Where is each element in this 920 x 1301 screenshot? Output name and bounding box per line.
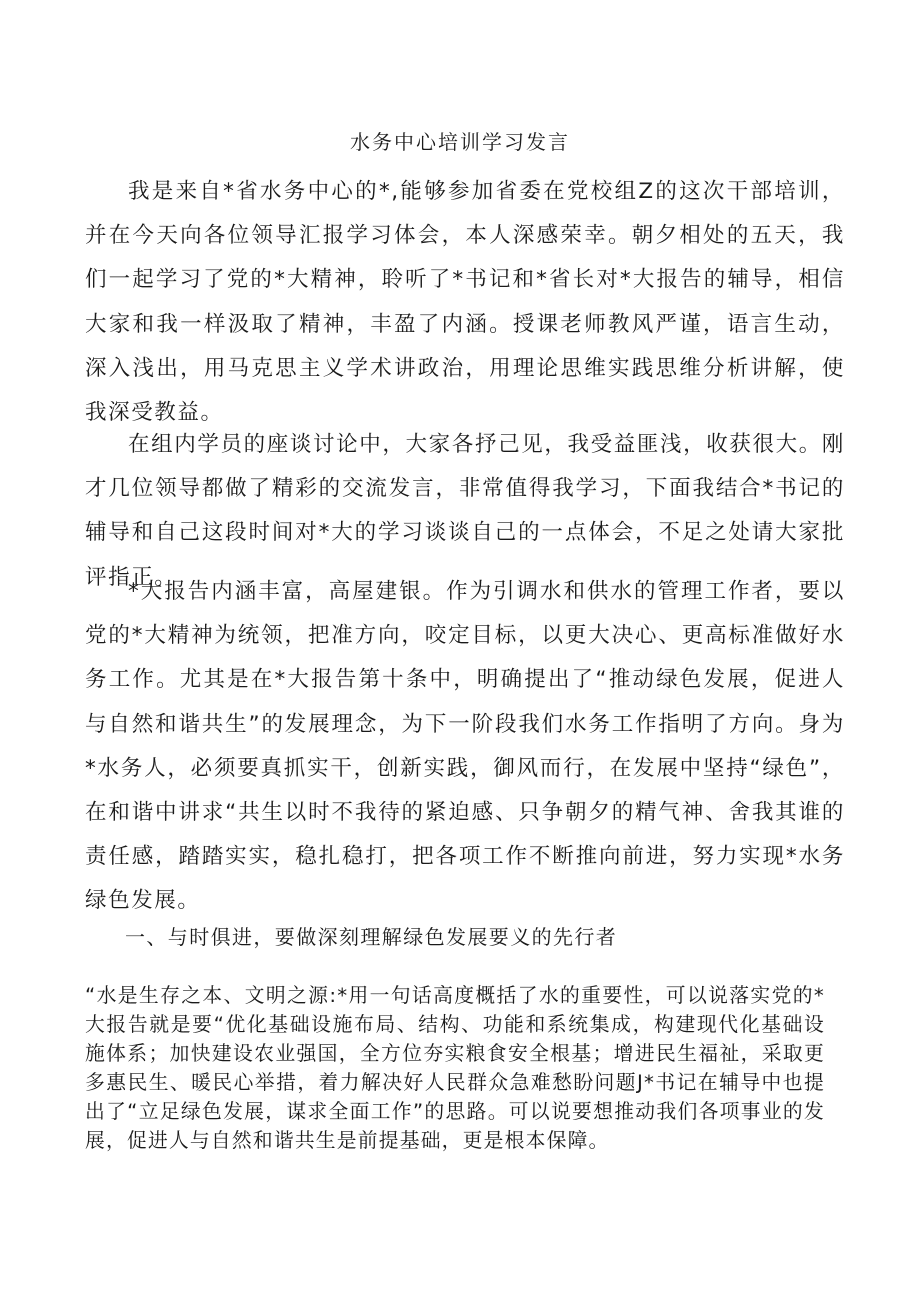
paragraph-report: *大报告内涵丰富，高屋建银。作为引调水和供水的管理工作者，要以党的*大精神为统领，把准方向，咬定目标，以更大决心、更高标准做好水务工作。尤其是在*大报告第十条中，明确提出了“推动绿色发展，促进人与自然和谐共生”的发展理念，为下一阶段我们水务工作指明了方向。身为*水务人，必须要真抓实干，创新实践，御风而行，在发展中坚持“绿色”，在和谐中讲求“共生以时不我待的紧迫感、只争朝夕的精气神、舍我其谁的责任感，踏踏实实，稳扎稳打，把各项工作不断推向前进，努力实现*水务绿色发展。 xyxy=(85,579,845,914)
section-heading: 一、与时俱进，要做深刻理解绿色发展要义的先行者 xyxy=(125,925,618,949)
section-paragraph: “水是生存之本、文明之源:*用一句话高度概括了水的重要性，可以说落实党的*大报告就是要“优化基础设施布局、结构、功能和系统集成，构建现代化基础设施体系；加快建设农业强国，全方位夯实粮食安全根基；增进民生福祉，采取更多惠民生、暖民心举措，着力解决好人民群众急难愁盼问题J*书记在辅导中也提出了“立足绿色发展，谋求全面工作”的思路。可以说要想推动我们各项事业的发展，促进人与自然和谐共生是前提基础，更是根本保障。 xyxy=(85,984,825,1152)
paragraph-intro: 我是来自*省水务中心的*,能够参加省委在党校组Z的这次干部培训，并在今天向各位领导汇报学习体会，本人深感荣幸。朝夕相处的五天，我们一起学习了党的*大精神，聆听了*书记和*省长对*大报告的辅导，相信大家和我一样汲取了精神，丰盈了内涵。授课老师教风严谨，语言生动，深入浅出，用马克思主义学术讲政治，用理论思维实践思维分析讲解，使我深受教益。 xyxy=(85,179,845,426)
document-title: 水务中心培训学习发言 xyxy=(350,130,570,154)
paragraph-discussion: 在组内学员的座谈讨论中，大家各抒己见，我受益匪浅，收获很大。刚才几位领导都做了精彩的交流发言，非常值得我学习，下面我结合*书记的辅导和自己这段时间对*大的学习谈谈自己的一点体会，不足之处请大家批评指正。 xyxy=(85,432,845,590)
